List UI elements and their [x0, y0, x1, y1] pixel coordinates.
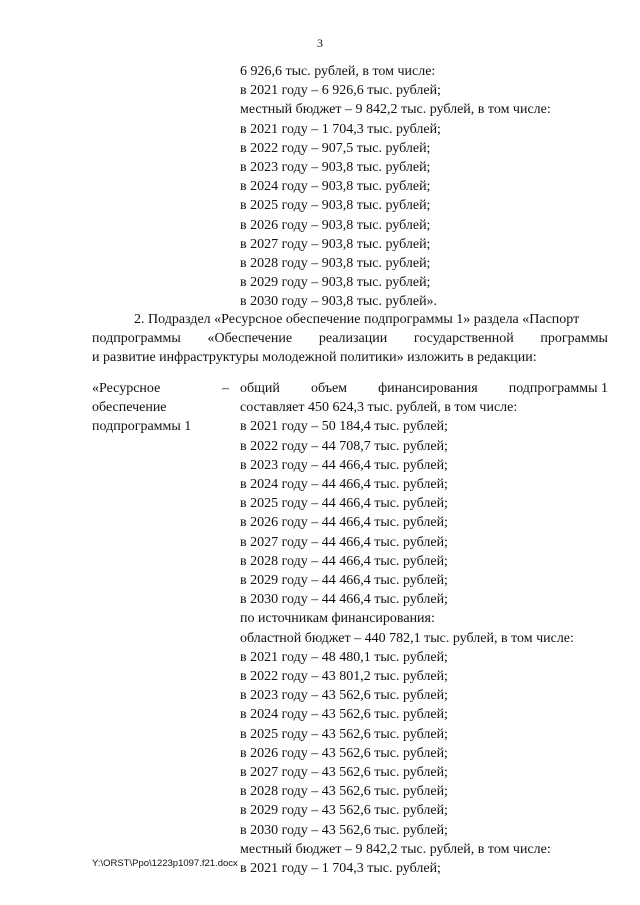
word: общий: [240, 381, 280, 396]
table-dash: –: [222, 381, 229, 396]
text-line: местный бюджет – 9 842,2 тыс. рублей, в том числе:: [240, 102, 551, 118]
word: финансирования: [378, 381, 478, 396]
label-line: подпрограммы 1: [92, 419, 192, 435]
text-line: в 2025 году – 903,8 тыс. рублей;: [240, 198, 431, 214]
paragraph-line: 2. Подраздел «Ресурсное обеспечение подпрограммы 1» раздела «Паспорт: [134, 312, 580, 327]
table-line: в 2022 году – 43 801,2 тыс. рублей;: [240, 669, 448, 685]
word: подпрограммы: [92, 331, 181, 347]
text-line: в 2030 году – 903,8 тыс. рублей».: [240, 294, 438, 310]
table-line: в 2028 году – 43 562,6 тыс. рублей;: [240, 784, 448, 800]
word: «Обеспечение: [207, 331, 293, 347]
table-line: в 2024 году – 43 562,6 тыс. рублей;: [240, 707, 448, 723]
table-line: в 2024 году – 44 466,4 тыс. рублей;: [240, 477, 448, 493]
table-line: в 2021 году – 48 480,1 тыс. рублей;: [240, 649, 448, 665]
table-left-label: [92, 379, 222, 437]
word: подпрограммы 1: [508, 381, 608, 396]
label-line: обеспечение: [92, 400, 167, 416]
table-line: составляет 450 624,3 тыс. рублей, в том числе:: [240, 400, 518, 416]
paragraph-line-justified: [92, 329, 608, 348]
text-line: в 2021 году – 1 704,3 тыс. рублей;: [240, 121, 441, 137]
word: программы: [540, 331, 608, 347]
table-line: в 2023 году – 43 562,6 тыс. рублей;: [240, 688, 448, 704]
table-line: в 2021 году – 1 704,3 тыс. рублей;: [240, 861, 441, 877]
table-right-content: [240, 379, 608, 878]
footer-filepath: Y:\ORST\Ppo\1223p1097.f21.docx: [92, 858, 238, 869]
text-line: в 2027 году – 903,8 тыс. рублей;: [240, 236, 431, 252]
table-line-justified: [240, 379, 608, 398]
table-line: в 2030 году – 43 562,6 тыс. рублей;: [240, 822, 448, 838]
table-line: в 2028 году – 44 466,4 тыс. рублей;: [240, 553, 448, 569]
word: государственной: [413, 331, 514, 347]
table-line: местный бюджет – 9 842,2 тыс. рублей, в том числе:: [240, 841, 551, 857]
table-line: в 2026 году – 43 562,6 тыс. рублей;: [240, 745, 448, 761]
text-line: в 2022 году – 907,5 тыс. рублей;: [240, 140, 431, 156]
table-line: в 2022 году – 44 708,7 тыс. рублей;: [240, 438, 448, 454]
table-line: в 2025 году – 44 466,4 тыс. рублей;: [240, 496, 448, 512]
table-line: в 2027 году – 43 562,6 тыс. рублей;: [240, 765, 448, 781]
table-line: областной бюджет – 440 782,1 тыс. рублей, в том числе:: [240, 630, 574, 646]
table-line: по источникам финансирования:: [240, 611, 435, 627]
text-line: 6 926,6 тыс. рублей, в том числе:: [240, 64, 436, 79]
table-line: в 2030 году – 44 466,4 тыс. рублей;: [240, 592, 448, 608]
word: реализации: [318, 331, 388, 347]
table-line: в 2025 году – 43 562,6 тыс. рублей;: [240, 726, 448, 742]
table-line: в 2023 году – 44 466,4 тыс. рублей;: [240, 457, 448, 473]
text-line: в 2021 году – 6 926,6 тыс. рублей;: [240, 83, 441, 99]
page-number: 3: [317, 36, 323, 50]
table-line: в 2026 году – 44 466,4 тыс. рублей;: [240, 515, 448, 531]
label-line: «Ресурсное: [92, 381, 161, 396]
paragraph-line: и развитие инфраструктуры молодежной политики» изложить в редакции:: [92, 350, 537, 366]
text-line: в 2024 году – 903,8 тыс. рублей;: [240, 179, 431, 195]
table-line: в 2021 году – 50 184,4 тыс. рублей;: [240, 419, 448, 435]
text-line: в 2023 году – 903,8 тыс. рублей;: [240, 160, 431, 176]
text-line: в 2028 году – 903,8 тыс. рублей;: [240, 256, 431, 272]
text-line: в 2026 году – 903,8 тыс. рублей;: [240, 217, 431, 233]
word: объем: [310, 381, 348, 396]
table-line: в 2029 году – 43 562,6 тыс. рублей;: [240, 803, 448, 819]
text-line: в 2029 году – 903,8 тыс. рублей;: [240, 275, 431, 291]
table-line: в 2027 году – 44 466,4 тыс. рублей;: [240, 534, 448, 550]
table-line: в 2029 году – 44 466,4 тыс. рублей;: [240, 573, 448, 589]
paragraph-2: [92, 310, 608, 368]
resource-table: [240, 398, 608, 878]
top-block: [240, 62, 551, 312]
